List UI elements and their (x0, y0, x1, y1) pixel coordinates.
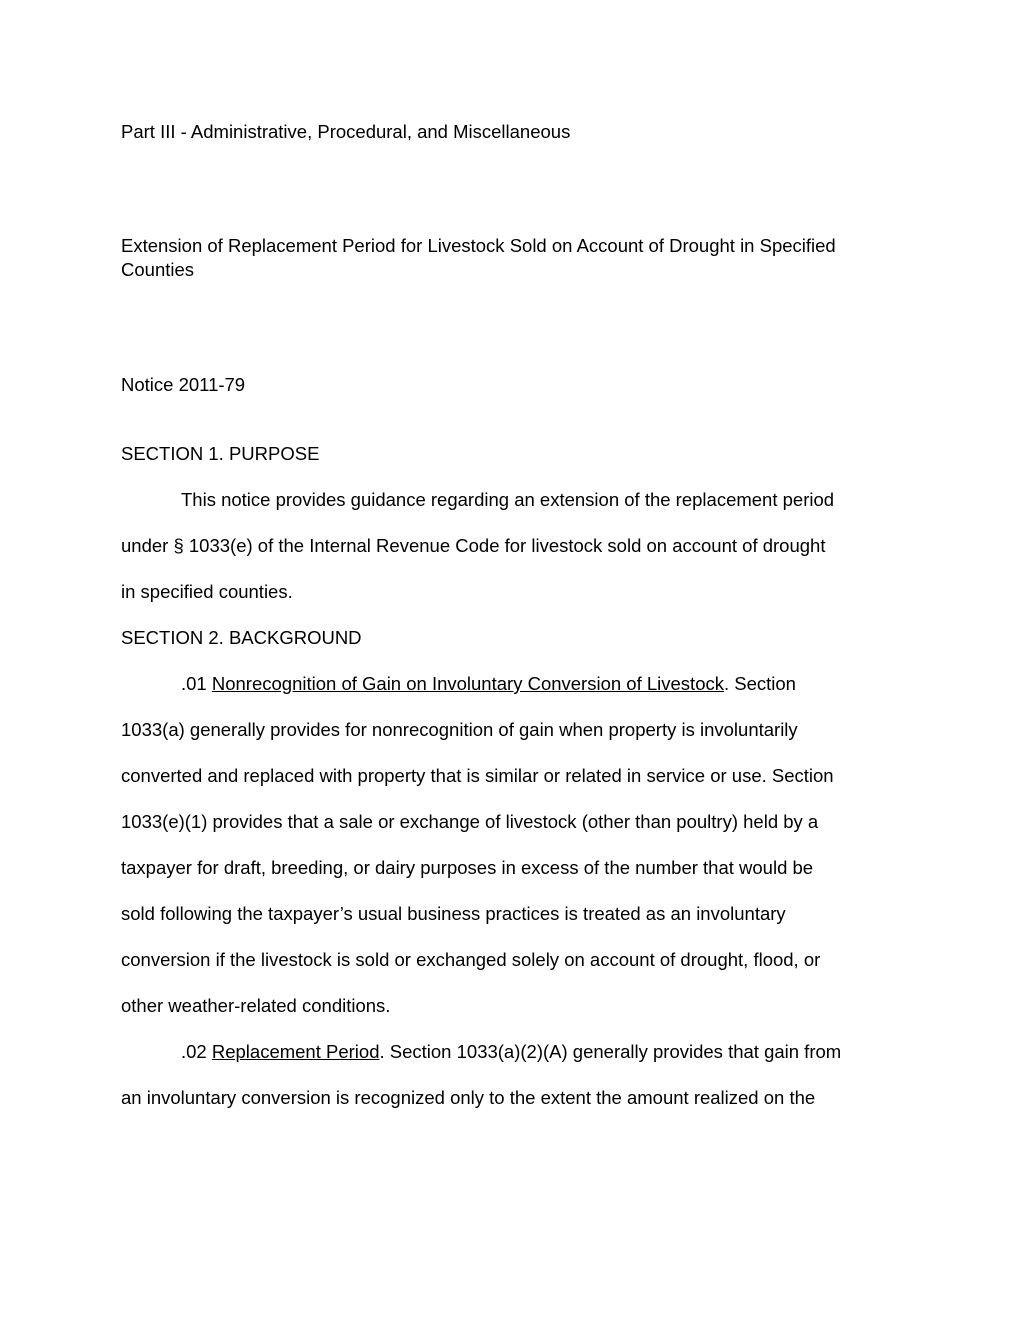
paragraph-01-line: sold following the taxpayer’s usual business practices is treated as an involuntary (121, 903, 786, 924)
section-1-line-2: under § 1033(e) of the Internal Revenue Code for livestock sold on account of drought (121, 535, 826, 556)
title-line-1: Extension of Replacement Period for Livestock Sold on Account of Drought in Specified (121, 235, 836, 256)
paragraph-02-subhead: Replacement Period (211, 1041, 380, 1062)
paragraph-01-number: .01 (181, 673, 212, 694)
section-2-heading: SECTION 2. BACKGROUND (121, 627, 362, 648)
section-1-line-1: This notice provides guidance regarding an extension of the replacement period (181, 489, 835, 510)
paragraph-01-first-line (181, 672, 796, 696)
section-1-line-3: in specified counties. (121, 581, 293, 602)
section-1-heading: SECTION 1. PURPOSE (121, 443, 320, 464)
paragraph-02-number: .02 (181, 1041, 212, 1062)
paragraph-01-line: other weather-related conditions. (121, 995, 391, 1016)
paragraph-01-line: converted and replaced with property that is similar or related in service or use. Section (121, 765, 834, 786)
paragraph-02-first-line (181, 1040, 841, 1064)
paragraph-02-after: . Section 1033(a)(2)(A) generally provides that gain from (379, 1041, 842, 1062)
paragraph-01-after: . Section (723, 673, 796, 694)
paragraph-01-line: taxpayer for draft, breeding, or dairy purposes in excess of the number that would be (121, 857, 814, 878)
notice-number: Notice 2011-79 (121, 374, 246, 395)
part-header: Part III - Administrative, Procedural, and Miscellaneous (121, 121, 571, 142)
title-line-2: Counties (121, 259, 195, 280)
paragraph-02-line: an involuntary conversion is recognized only to the extent the amount realized on the (121, 1087, 816, 1108)
paragraph-01-line: 1033(a) generally provides for nonrecognition of gain when property is involuntarily (121, 719, 798, 740)
paragraph-01-line: conversion if the livestock is sold or exchanged solely on account of drought, flood, or (121, 949, 821, 970)
paragraph-01-subhead: Nonrecognition of Gain on Involuntary Conversion of Livestock (211, 673, 724, 694)
paragraph-01-line: 1033(e)(1) provides that a sale or exchange of livestock (other than poultry) held by a (121, 811, 819, 832)
